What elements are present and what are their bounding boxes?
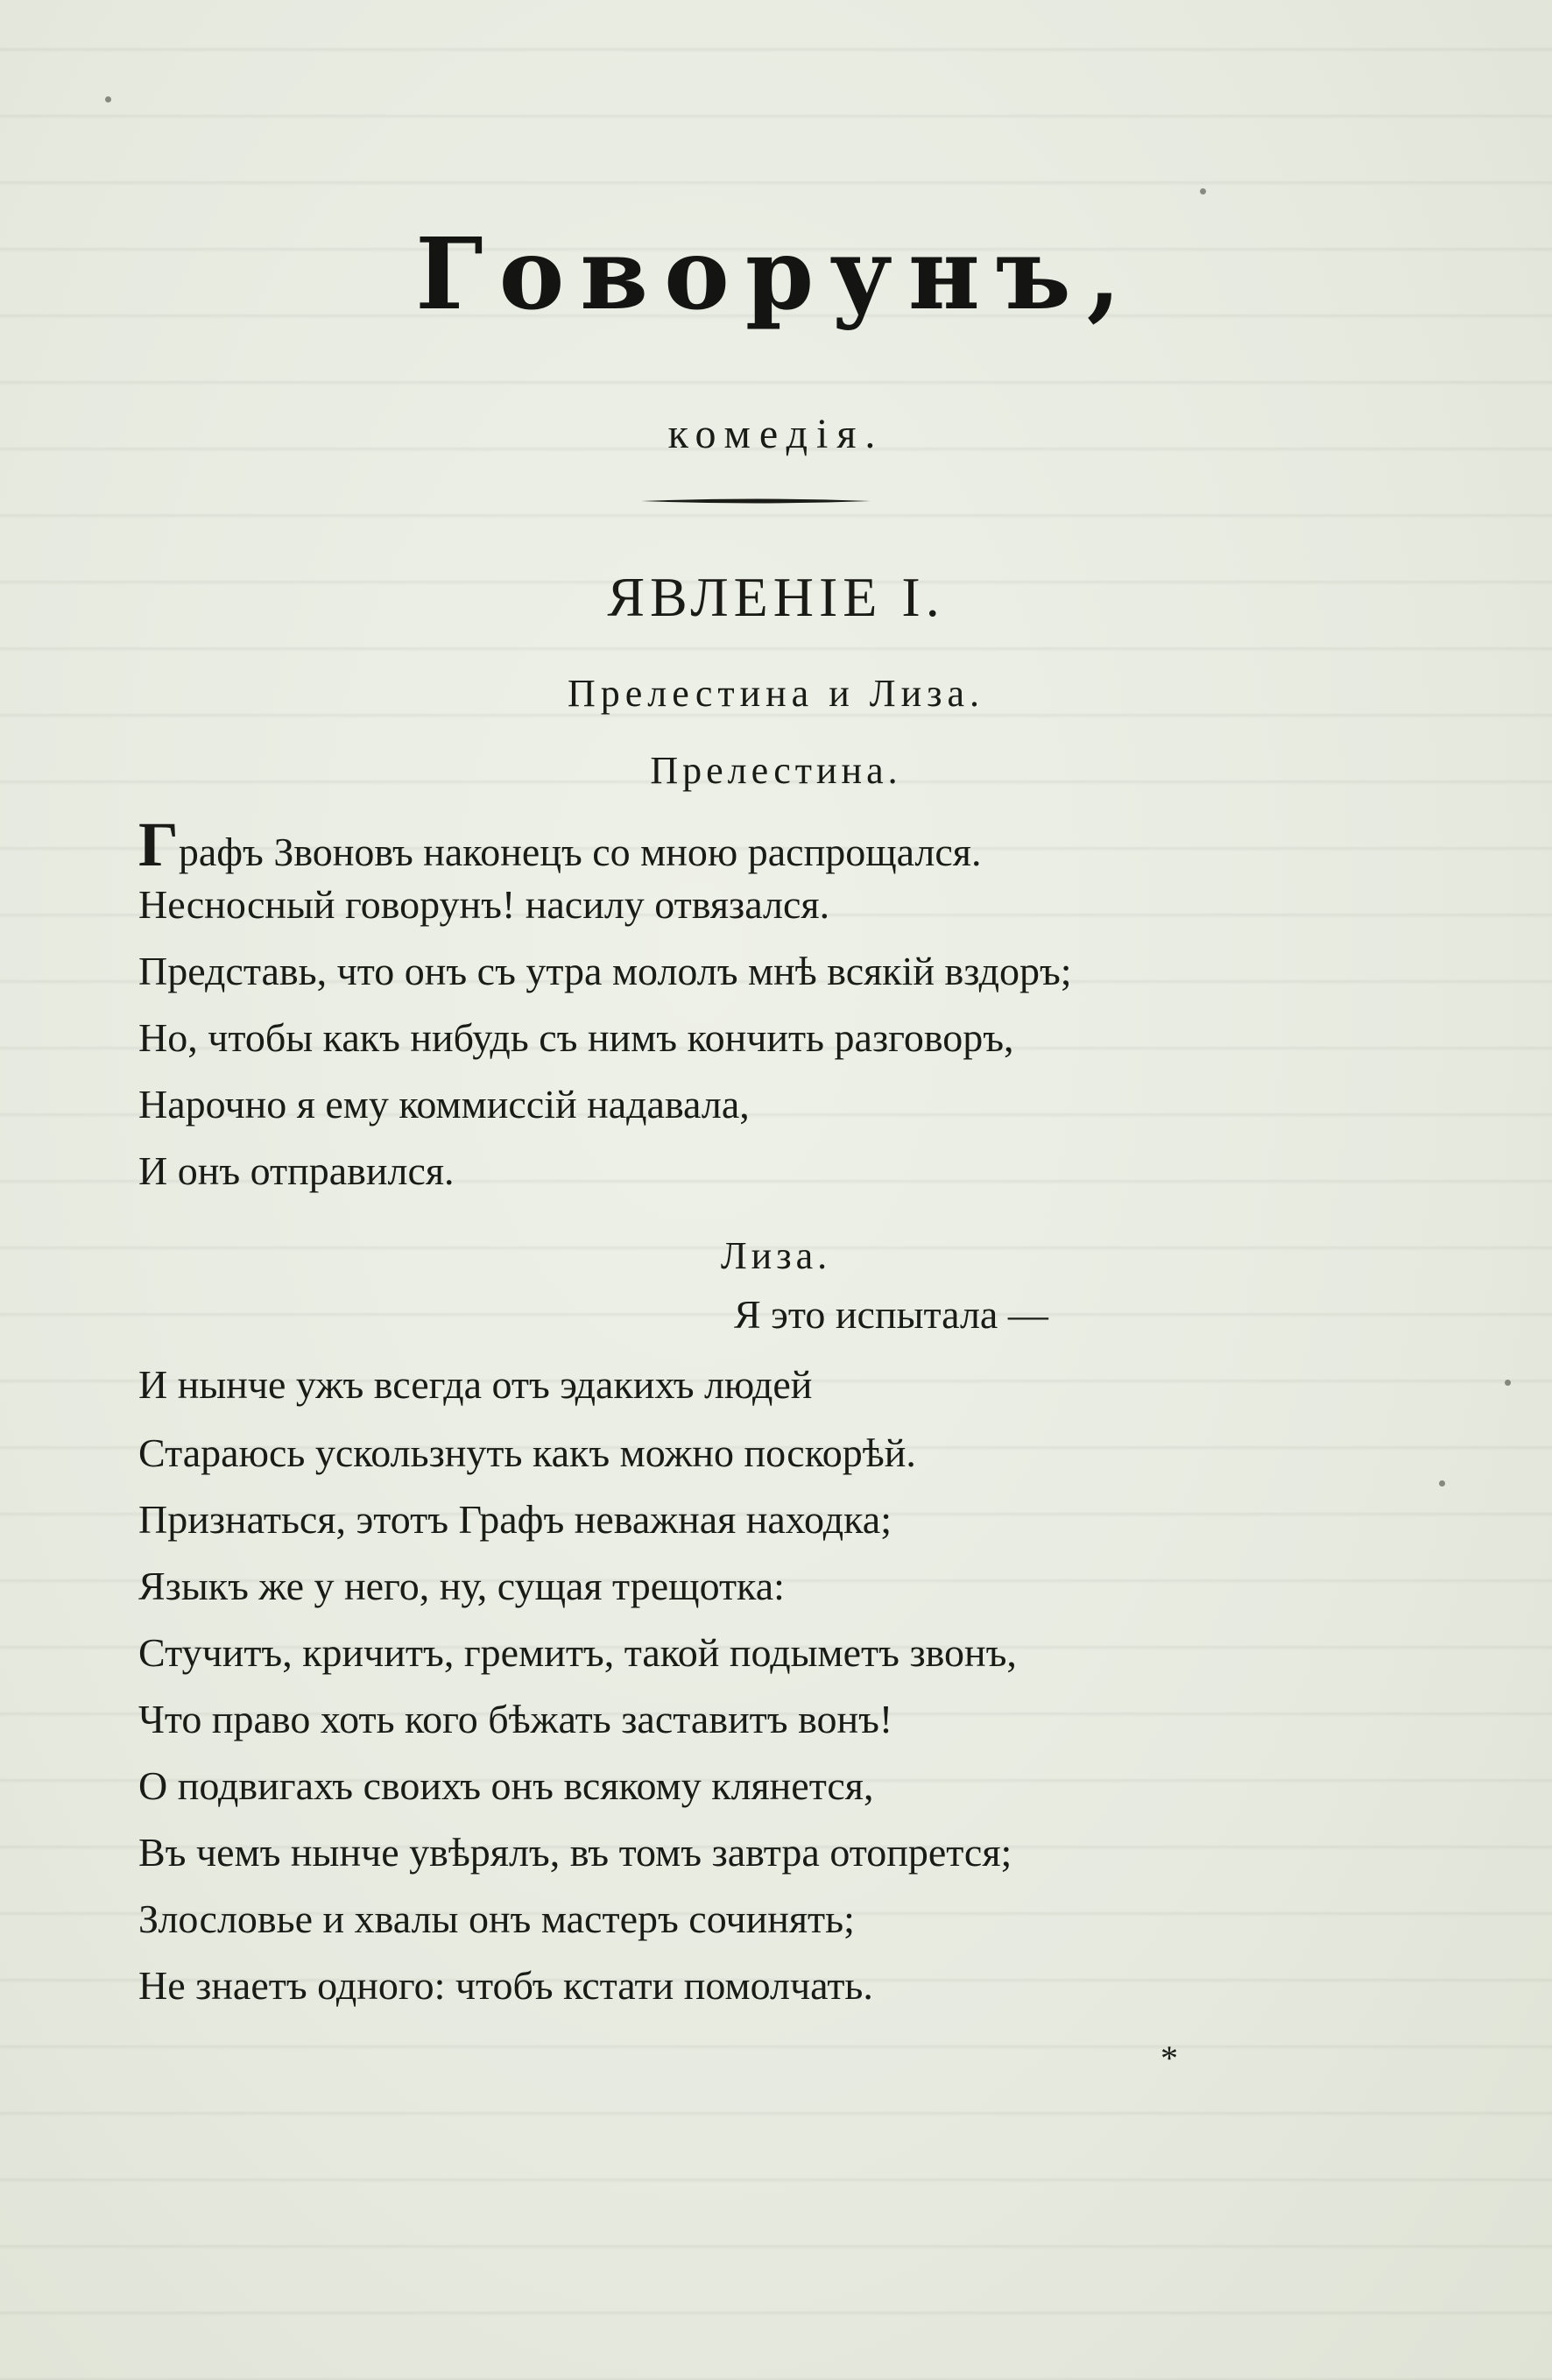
ornamental-rule (641, 498, 871, 505)
verse-line: Но, чтобы какъ нибудь съ нимъ кончить разговоръ, (138, 1015, 1014, 1060)
verse-line: О подвигахъ своихъ онъ всякому клянется, (138, 1763, 874, 1808)
verse-line: Стучитъ, кричитъ, гремитъ, такой подыметъ звонъ, (138, 1630, 1017, 1675)
play-subtitle: комедія. (667, 411, 885, 457)
verse-line-text: рафъ Звоновъ наконецъ со мною распрощался. (178, 830, 982, 874)
verse-line: Признаться, этотъ Графъ неважная находка; (138, 1497, 892, 1542)
verse-line: Я это испытала — (734, 1292, 1048, 1337)
ink-speck (1439, 1480, 1445, 1487)
ink-speck (105, 96, 111, 102)
ink-speck (1505, 1380, 1511, 1386)
verse-line: И онъ отправился. (138, 1148, 455, 1193)
verse-line: Стараюсь ускользнуть какъ можно поскорѣй. (138, 1430, 916, 1475)
verse-line (138, 809, 982, 879)
scene-heading: ЯВЛЕНІЕ I. (607, 566, 945, 628)
verse-line: Что право хоть кого бѣжать заставитъ вонъ! (138, 1697, 893, 1741)
ink-speck (1200, 188, 1206, 194)
verse-line: Въ чемъ нынче увѣрялъ, въ томъ завтра отопрется; (138, 1830, 1012, 1875)
verse-line: И нынче ужъ всегда отъ эдакихъ людей (138, 1362, 813, 1407)
verse-line: Злословье и хвалы онъ мастеръ сочинять; (138, 1896, 855, 1941)
verse-line: Не знаетъ одного: чтобъ кстати помолчать. (138, 1963, 873, 2008)
scene-characters: Прелестина и Лиза. (567, 672, 985, 715)
verse-line: Языкъ же у него, ну, сущая трещотка: (138, 1564, 785, 1608)
speaker-name: Лиза. (720, 1234, 832, 1277)
drop-cap: Г (138, 809, 179, 879)
verse-line: Представь, что онъ съ утра мололъ мнѣ всякій вздоръ; (138, 949, 1072, 993)
speaker-name: Прелестина. (650, 749, 902, 792)
catchmark: * (1160, 2038, 1178, 2078)
verse-line: Нарочно я ему коммиссій надавала, (138, 1082, 750, 1126)
verse-line: Несносный говорунъ! насилу отвязался. (138, 882, 830, 927)
play-title: Говорунъ, (415, 217, 1137, 332)
